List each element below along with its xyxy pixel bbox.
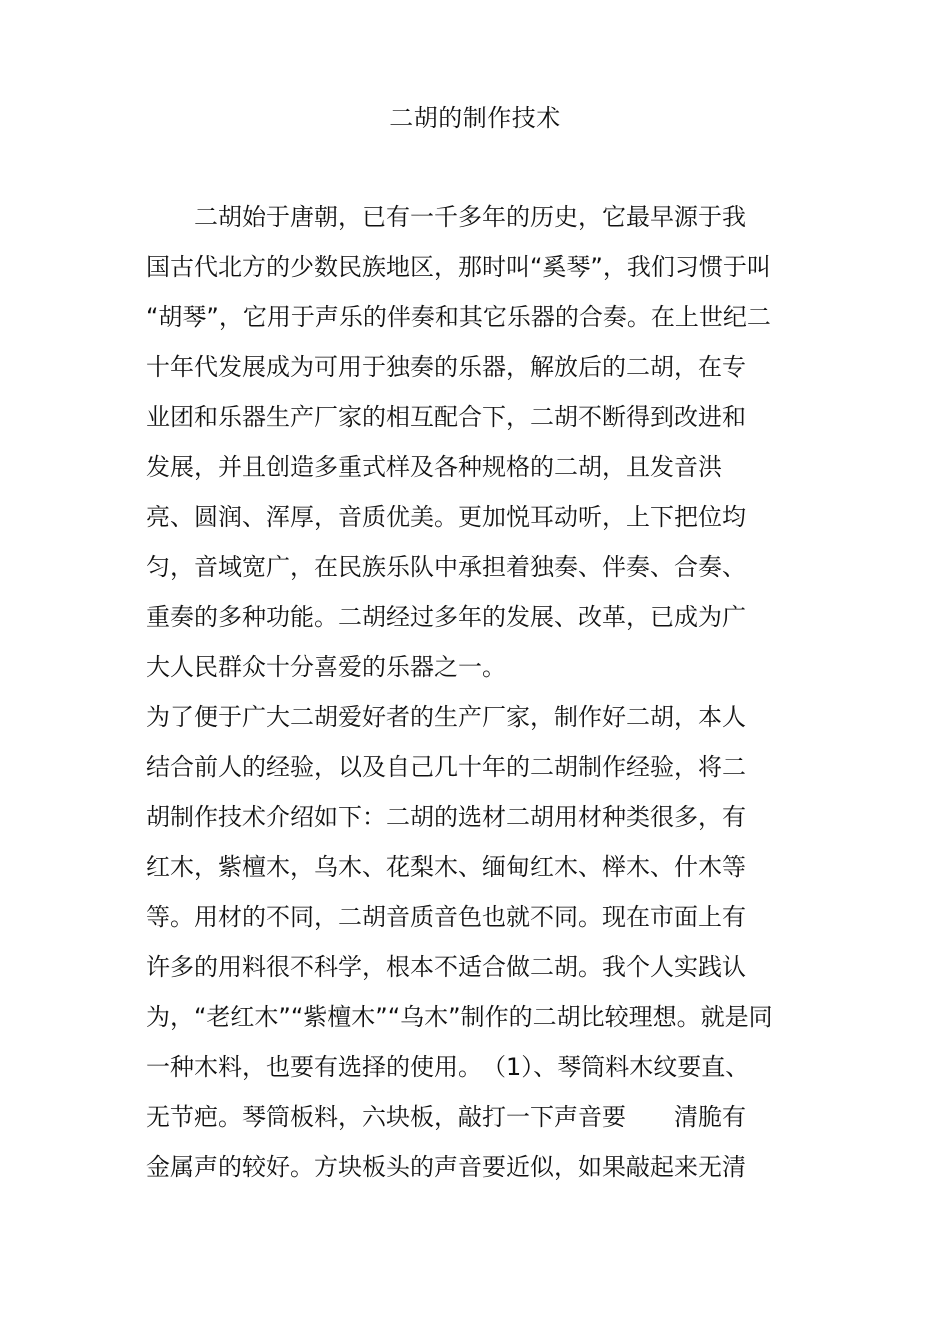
paragraph-line: “胡琴”，它用于声乐的伴奏和其它乐器的合奏。在上世纪二	[146, 303, 771, 331]
paragraph-line: 无节疤。琴筒板料，六块板，敲打一下声音要 清脆有	[146, 1103, 746, 1131]
paragraph-line: 匀，音域宽广，在民族乐队中承担着独奏、伴奏、合奏、	[146, 553, 746, 581]
paragraph-line: 发展，并且创造多重式样及各种规格的二胡，且发音洪	[146, 453, 722, 481]
paragraph-line: 十年代发展成为可用于独奏的乐器，解放后的二胡，在专	[146, 353, 746, 381]
paragraph-line: 二胡始于唐朝，已有一千多年的历史，它最早源于我	[146, 203, 746, 231]
paragraph-line: 为了便于广大二胡爱好者的生产厂家，制作好二胡，本人	[146, 703, 746, 731]
paragraph-line: 金属声的较好。方块板头的声音要近似，如果敲起来无清	[146, 1153, 746, 1181]
paragraph-line: 许多的用料很不科学，根本不适合做二胡。我个人实践认	[146, 953, 746, 981]
paragraph-line: 胡制作技术介绍如下：二胡的选材二胡用材种类很多，有	[146, 803, 746, 831]
paragraph-line: 亮、圆润、浑厚，音质优美。更加悦耳动听，上下把位均	[146, 503, 746, 531]
paragraph-line: 重奏的多种功能。二胡经过多年的发展、改革，已成为广	[146, 603, 746, 631]
paragraph-line: 大人民群众十分喜爱的乐器之一。	[146, 653, 506, 681]
paragraph-line: 一种木料，也要有选择的使用。 （1）、琴筒料木纹要直、	[146, 1053, 750, 1081]
paragraph-line: 等。用材的不同，二胡音质音色也就不同。现在市面上有	[146, 903, 746, 931]
paragraph-line: 红木，紫檀木，乌木、花梨木、缅甸红木、榉木、什木等	[146, 853, 746, 881]
paragraph-line: 国古代北方的少数民族地区，那时叫“奚琴”，我们习惯于叫	[146, 253, 771, 281]
paragraph-line: 结合前人的经验，以及自己几十年的二胡制作经验，将二	[146, 753, 746, 781]
paragraph-line: 业团和乐器生产厂家的相互配合下，二胡不断得到改进和	[146, 403, 746, 431]
paragraph-line: 为，“老红木”“紫檀木”“乌木”制作的二胡比较理想。就是同	[146, 1003, 773, 1031]
document-title: 二胡的制作技术	[389, 104, 561, 132]
